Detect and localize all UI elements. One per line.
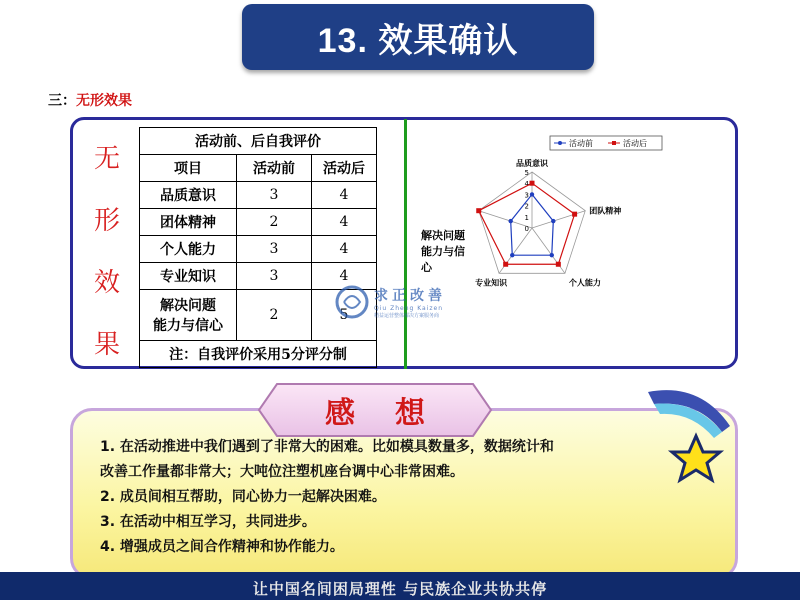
radar-point (503, 262, 508, 267)
radar-axis-label: 个人能力 (568, 278, 601, 288)
shooting-star-icon (630, 386, 740, 496)
radar-tick-label: 1 (524, 213, 529, 222)
list-item: 改善工作量都非常大；大吨位注塑机座台调中心非常困难。 (100, 464, 464, 480)
watermark-text (374, 285, 446, 319)
table-cell-item: 团体精神 (140, 209, 237, 236)
radar-axis-label: 团队精神 (589, 206, 622, 216)
table-header: 项目 (140, 155, 237, 182)
vertical-title-char: 效 (93, 268, 120, 298)
radar-axis-label-line: 解决问题 (421, 229, 465, 242)
radar-axis-label-line: 心 (421, 261, 432, 274)
radar-legend-marker (612, 141, 616, 145)
table-header-row (140, 155, 377, 182)
radar-legend-label: 活动后 (623, 139, 647, 148)
page-title: 13. 效果确认 (242, 4, 594, 70)
radar-tick-label: 2 (524, 202, 529, 211)
table-cell-before: 3 (237, 263, 312, 290)
table-cell-item (140, 290, 237, 341)
radar-axis-line (532, 211, 585, 228)
table-cell-before: 3 (237, 182, 312, 209)
radar-point (556, 262, 561, 267)
watermark-sub: 精益运营整体解决方案服务商 (374, 313, 440, 319)
thoughts-heading: 感想 (325, 396, 465, 431)
table-cell-after: 4 (312, 236, 377, 263)
vertical-title (90, 128, 124, 376)
radar-tick-label: 4 (524, 180, 529, 189)
list-item: 1. 在活动推进中我们遇到了非常大的困难。比如模具数量多，数据统计和 (100, 439, 554, 455)
table-cell-item: 品质意识 (140, 182, 237, 209)
table-row (140, 236, 377, 263)
radar-axis-label-left (421, 228, 491, 276)
table-note: 注：自我评价采用5分评分制 (140, 341, 377, 368)
watermark (334, 284, 446, 320)
radar-point (476, 208, 481, 213)
watermark-logo-icon (334, 284, 370, 320)
radar-tick-label: 0 (524, 225, 529, 233)
radar-tick-label: 5 (524, 169, 529, 177)
radar-point (530, 192, 534, 196)
radar-point (572, 212, 577, 217)
radar-point (530, 181, 535, 186)
vertical-title-char: 果 (93, 330, 120, 360)
watermark-cn: 求正改善 (374, 288, 446, 304)
watermark-pinyin: Qiu Zheng Kaizen (374, 305, 444, 312)
panel-divider (404, 119, 407, 369)
table-row (140, 209, 377, 236)
table-row (140, 182, 377, 209)
table-caption-row (140, 128, 377, 155)
radar-legend-label: 活动前 (569, 139, 593, 148)
table-cell-before: 3 (237, 236, 312, 263)
table-cell-item-line: 能力与信心 (153, 318, 223, 334)
radar-axis-label: 品质意识 (516, 159, 548, 168)
radar-point (550, 253, 554, 257)
table-caption: 活动前、后自我评价 (140, 128, 377, 155)
list-item: 3. 在活动中相互学习，共同进步。 (100, 514, 316, 530)
list-item: 4. 增强成员之间合作精神和协作能力。 (100, 539, 344, 555)
table-cell-after: 4 (312, 182, 377, 209)
table-cell-before: 2 (237, 209, 312, 236)
radar-point (551, 219, 555, 223)
table-cell-item: 专业知识 (140, 263, 237, 290)
radar-axis-label-line: 能力与信 (421, 245, 465, 258)
table-cell-after: 4 (312, 209, 377, 236)
radar-axis-label: 专业知识 (475, 278, 508, 288)
table-cell-item: 个人能力 (140, 236, 237, 263)
vertical-title-char: 无 (93, 144, 120, 174)
radar-tick-label: 3 (524, 191, 529, 200)
table-cell-before: 2 (237, 290, 312, 341)
self-evaluation-table (139, 127, 377, 368)
table-cell-item-line: 解决问题 (160, 298, 216, 314)
radar-point (510, 253, 514, 257)
radar-legend-marker (558, 141, 562, 145)
table-header: 活动前 (237, 155, 312, 182)
table-cell-after: 4 (312, 263, 377, 290)
radar-point (508, 219, 512, 223)
section-label (48, 90, 132, 110)
list-item: 2. 成员间相互帮助，同心协力一起解决困难。 (100, 489, 386, 505)
table-cell-after: 5 (312, 290, 377, 341)
vertical-title-char: 形 (93, 206, 120, 236)
footer-slogan: 让中国名间困局理性 与民族企业共协共停 (252, 580, 548, 598)
section-prefix: 三： (48, 93, 76, 109)
thoughts-list (100, 435, 680, 560)
table-header: 活动后 (312, 155, 377, 182)
table-note-row (140, 341, 377, 368)
section-title: 无形效果 (76, 93, 132, 109)
